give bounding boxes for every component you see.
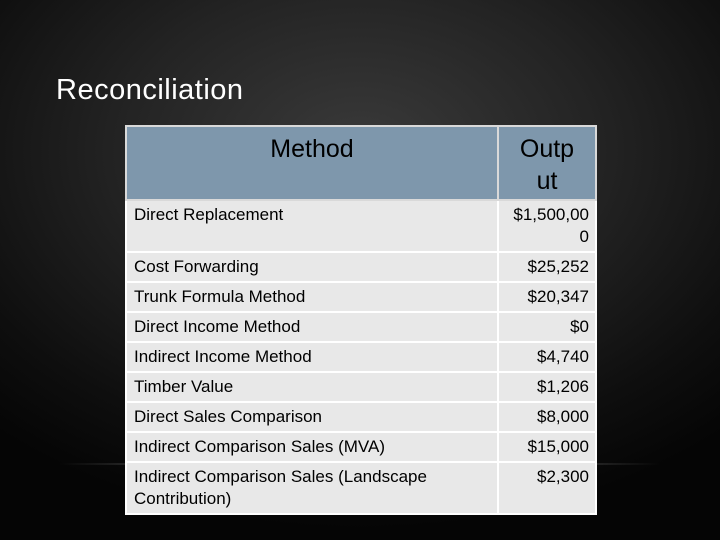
table-row: [126, 282, 596, 312]
output-column-header: Outp ut: [498, 126, 596, 200]
table-row: [126, 342, 596, 372]
method-cell: Cost Forwarding: [126, 252, 498, 282]
method-column-header: Method: [126, 126, 498, 200]
output-cell: $25,252: [498, 252, 596, 282]
output-cell: $0: [498, 312, 596, 342]
method-cell: Indirect Income Method: [126, 342, 498, 372]
header-row: [126, 126, 596, 200]
output-cell: $1,206: [498, 372, 596, 402]
method-cell: Direct Replacement: [126, 200, 498, 252]
method-cell: Indirect Comparison Sales (Landscape Contribution): [126, 462, 498, 514]
method-cell: Direct Sales Comparison: [126, 402, 498, 432]
table-row: [126, 252, 596, 282]
output-cell: $15,000: [498, 432, 596, 462]
table-row: [126, 402, 596, 432]
output-cell: $20,347: [498, 282, 596, 312]
table-row: [126, 312, 596, 342]
method-cell: Direct Income Method: [126, 312, 498, 342]
output-cell: $8,000: [498, 402, 596, 432]
method-cell: Indirect Comparison Sales (MVA): [126, 432, 498, 462]
method-cell: Trunk Formula Method: [126, 282, 498, 312]
method-cell: Timber Value: [126, 372, 498, 402]
table-row: [126, 432, 596, 462]
slide-title: Reconciliation: [56, 74, 244, 106]
reconciliation-table: [125, 125, 597, 515]
output-cell: $4,740: [498, 342, 596, 372]
table-row: [126, 372, 596, 402]
output-cell: $1,500,00 0: [498, 200, 596, 252]
output-cell: $2,300: [498, 462, 596, 514]
table-row: [126, 200, 596, 252]
table-row: [126, 462, 596, 514]
